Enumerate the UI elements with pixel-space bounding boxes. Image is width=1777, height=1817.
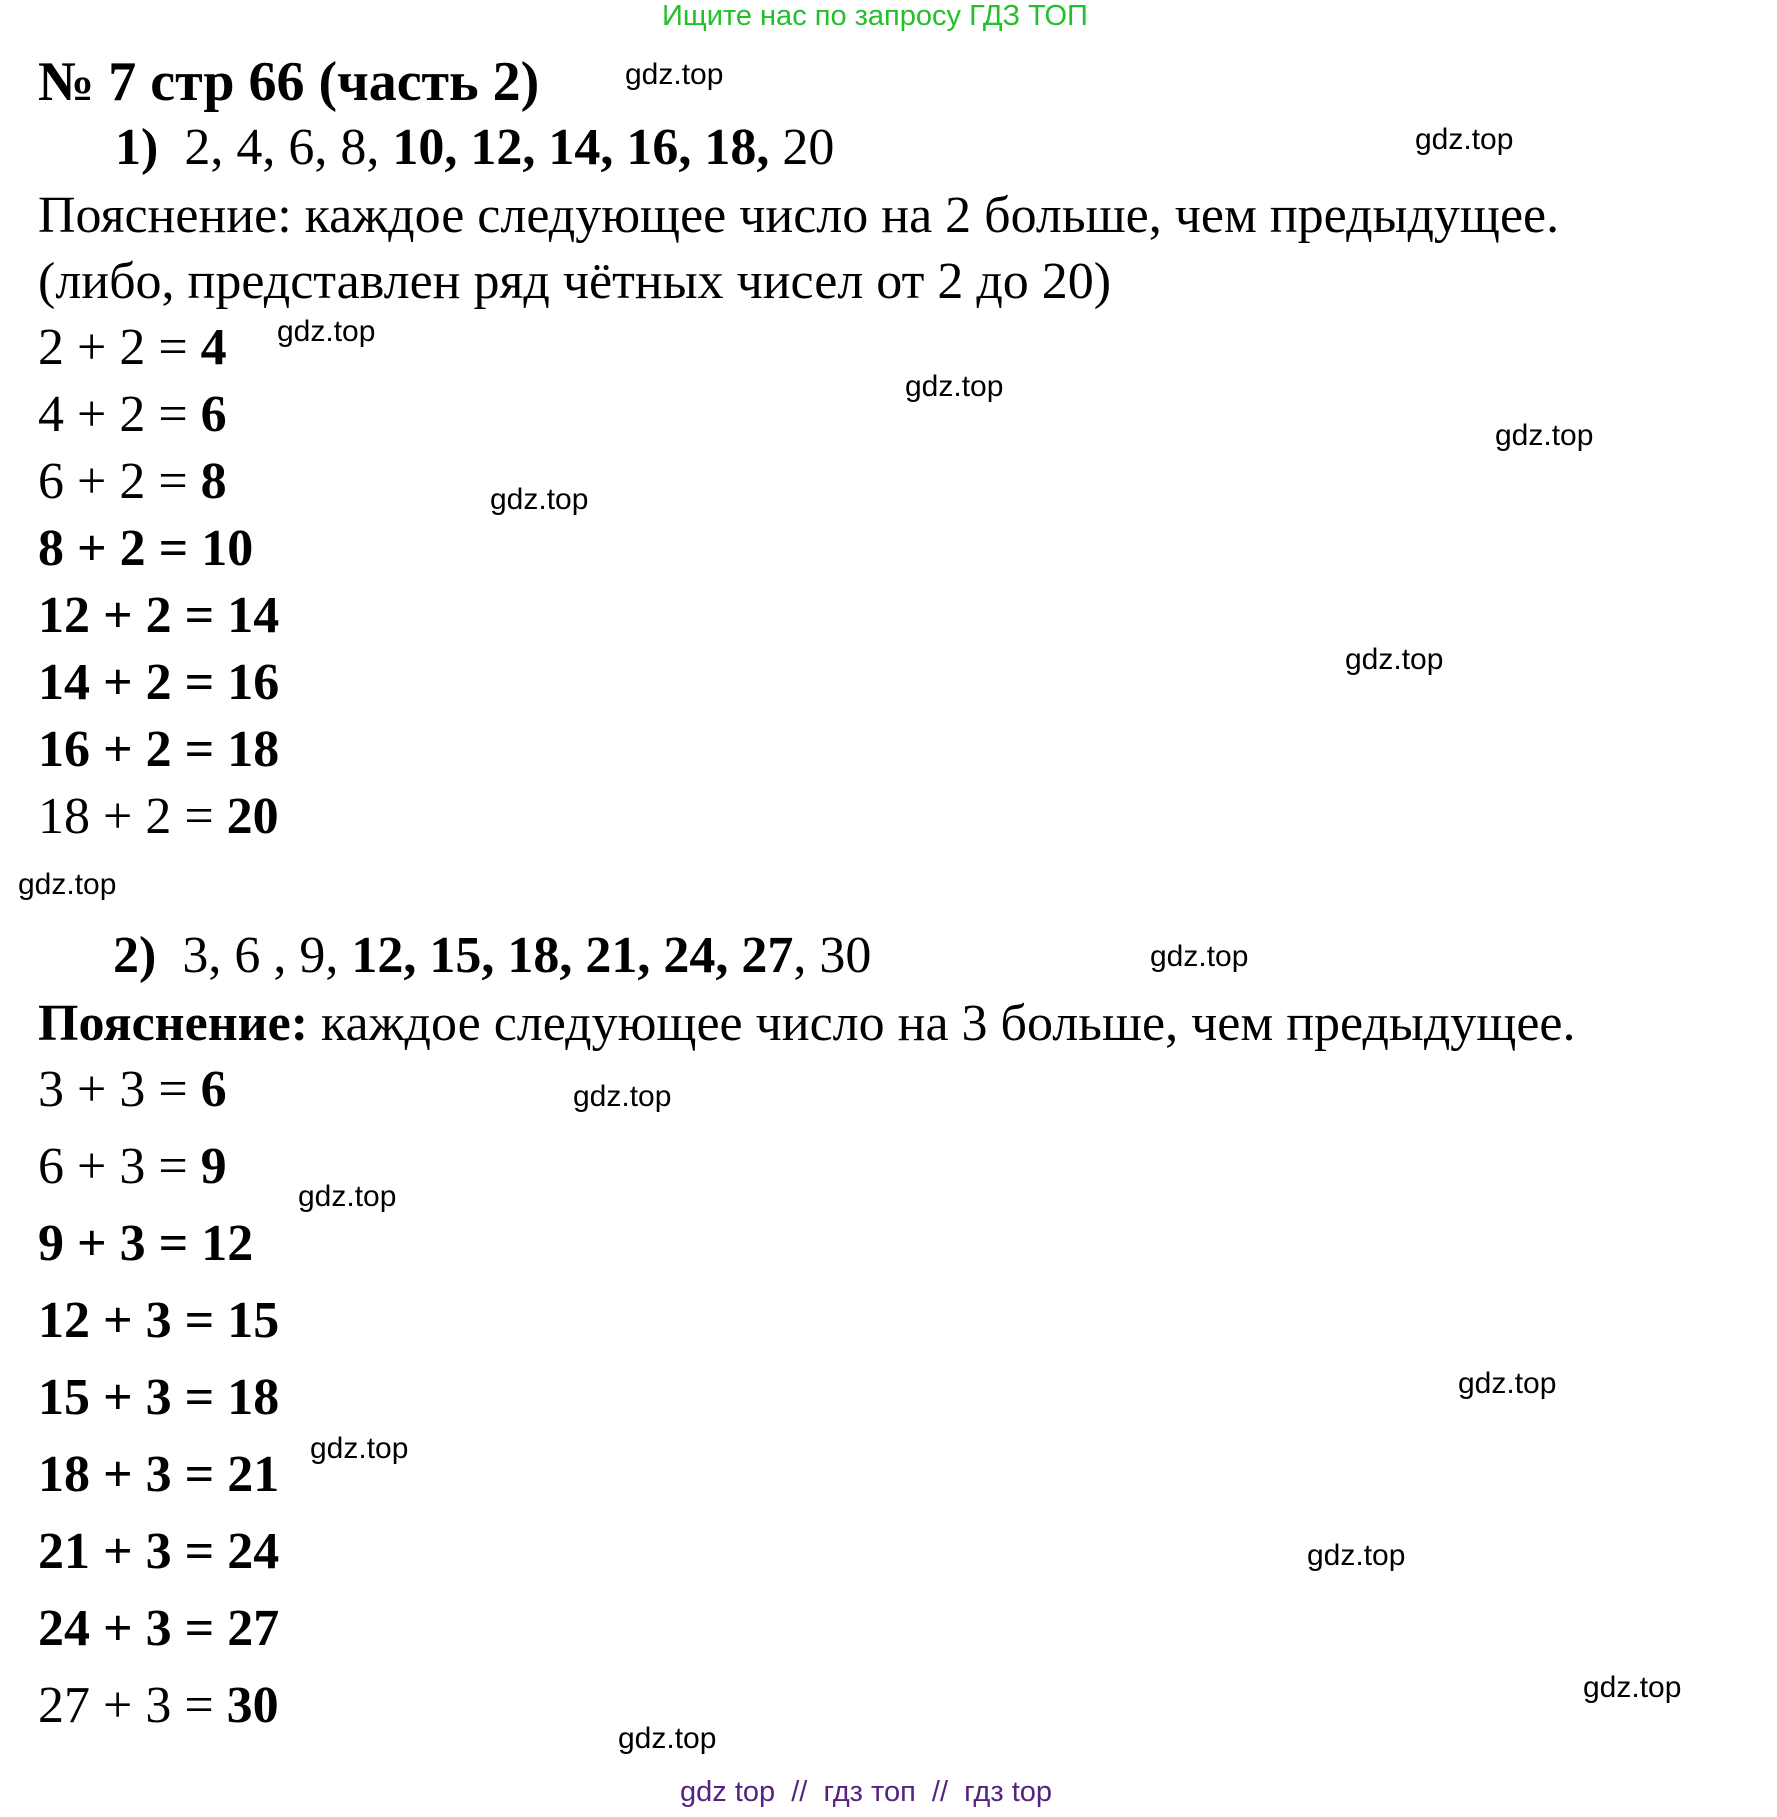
watermark: gdz.top xyxy=(1495,419,1594,452)
equation-2-1 xyxy=(38,1061,227,1118)
watermark: gdz.top xyxy=(618,1722,717,1755)
explanation-2 xyxy=(38,995,1576,1052)
watermark: gdz.top xyxy=(625,58,724,91)
equation-2-8: 24 + 3 = 27 xyxy=(38,1600,280,1657)
equation-result: 20 xyxy=(226,788,279,845)
equation-result: 30 xyxy=(226,1677,279,1734)
watermark: gdz.top xyxy=(1415,123,1514,156)
equation-lhs: 6 + 3 = xyxy=(38,1138,188,1195)
equation-1-6: 14 + 2 = 16 xyxy=(38,654,280,711)
equation-2-4: 12 + 3 = 15 xyxy=(38,1292,280,1349)
watermark: gdz.top xyxy=(1583,1671,1682,1704)
equation-lhs: 18 + 2 = xyxy=(38,788,214,845)
promo-banner: Ищите нас по запросу ГДЗ ТОП xyxy=(662,0,1088,32)
equation-2-3: 9 + 3 = 12 xyxy=(38,1215,254,1272)
sequence-2-end: , 30 xyxy=(793,927,872,984)
equation-lhs: 2 + 2 = xyxy=(38,319,188,376)
equation-2-6: 18 + 3 = 21 xyxy=(38,1446,280,1503)
sequence-1-end: 20 xyxy=(782,119,835,176)
sequence-1-given: 2, 4, 6, 8, xyxy=(184,119,380,176)
sequence-line-2 xyxy=(113,927,872,984)
sequence-1-answer: 10, 12, 14, 16, 18, xyxy=(392,119,770,176)
watermark: gdz.top xyxy=(310,1432,409,1465)
page-title: № 7 стр 66 (часть 2) xyxy=(38,51,540,113)
explanation-1: Пояснение: каждое следующее число на 2 больше, чем предыдущее. xyxy=(38,187,1560,244)
watermark: gdz.top xyxy=(1150,940,1249,973)
watermark: gdz.top xyxy=(1345,643,1444,676)
equation-lhs: 27 + 3 = xyxy=(38,1677,214,1734)
equation-1-1 xyxy=(38,319,227,376)
equation-2-5: 15 + 3 = 18 xyxy=(38,1369,280,1426)
part-1-label: 1) xyxy=(115,119,159,176)
explanation-2-text: каждое следующее число на 3 больше, чем предыдущее. xyxy=(321,995,1576,1052)
equation-result: 4 xyxy=(200,319,227,376)
watermark: gdz.top xyxy=(905,370,1004,403)
equation-result: 9 xyxy=(200,1138,227,1195)
part-2-label: 2) xyxy=(113,927,157,984)
equation-1-4: 8 + 2 = 10 xyxy=(38,520,254,577)
watermark: gdz.top xyxy=(490,483,589,516)
equation-result: 6 xyxy=(200,1061,227,1118)
watermark: gdz.top xyxy=(277,315,376,348)
sequence-2-answer: 12, 15, 18, 21, 24, 27 xyxy=(351,927,794,984)
watermark: gdz.top xyxy=(1307,1539,1406,1572)
equation-2-9 xyxy=(38,1677,279,1734)
alternative-explanation-1: (либо, представлен ряд чётных чисел от 2 до 20) xyxy=(38,253,1112,310)
equation-1-3 xyxy=(38,453,227,510)
sequence-2-given: 3, 6 , 9, xyxy=(182,927,339,984)
equation-2-7: 21 + 3 = 24 xyxy=(38,1523,280,1580)
watermark: gdz.top xyxy=(573,1080,672,1113)
sequence-line-1 xyxy=(115,119,835,176)
explanation-2-label: Пояснение: xyxy=(38,995,309,1052)
equation-result: 6 xyxy=(200,386,227,443)
equation-result: 8 xyxy=(200,453,227,510)
equation-lhs: 6 + 2 = xyxy=(38,453,188,510)
watermark: gdz.top xyxy=(18,868,117,901)
equation-1-5: 12 + 2 = 14 xyxy=(38,587,280,644)
equation-1-2 xyxy=(38,386,227,443)
footer-links: gdz top // гдз топ // гдз top xyxy=(680,1776,1053,1808)
equation-lhs: 4 + 2 = xyxy=(38,386,188,443)
equation-lhs: 3 + 3 = xyxy=(38,1061,188,1118)
equation-1-8 xyxy=(38,788,279,845)
equation-2-2 xyxy=(38,1138,227,1195)
equation-1-7: 16 + 2 = 18 xyxy=(38,721,280,778)
watermark: gdz.top xyxy=(298,1180,397,1213)
watermark: gdz.top xyxy=(1458,1367,1557,1400)
